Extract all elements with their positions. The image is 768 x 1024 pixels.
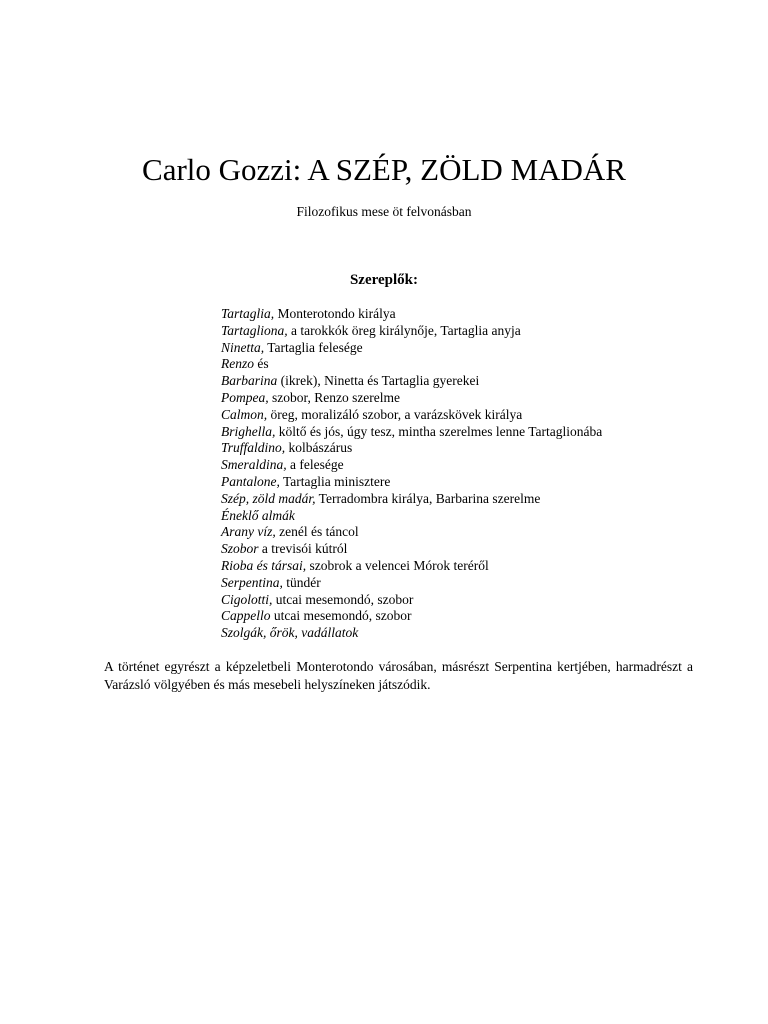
cast-description: szobor, Renzo szerelme xyxy=(268,389,401,405)
cast-role: Barbarina xyxy=(221,373,278,389)
cast-description: a tarokkók öreg királynője, Tartaglia anyja xyxy=(287,322,521,338)
cast-role: Éneklő almák xyxy=(221,507,295,523)
cast-item xyxy=(221,306,602,323)
cast-item xyxy=(221,625,602,642)
cast-item xyxy=(221,508,602,525)
cast-description: tündér xyxy=(282,574,321,590)
cast-role: Renzo xyxy=(221,356,254,372)
cast-item xyxy=(221,608,602,625)
cast-description: öreg, moralizáló szobor, a varázskövek királya xyxy=(267,406,523,422)
cast-item xyxy=(221,541,602,558)
cast-item xyxy=(221,373,602,390)
cast-item xyxy=(221,424,602,441)
cast-role: Pantalone, xyxy=(221,473,280,489)
cast-description: és xyxy=(254,356,269,372)
cast-description: Tartaglia minisztere xyxy=(279,473,391,489)
cast-item xyxy=(221,575,602,592)
cast-description: utcai mesemondó, szobor xyxy=(272,591,414,607)
subtitle: Filozofikus mese öt felvonásban xyxy=(296,204,472,219)
cast-item xyxy=(221,407,602,424)
cast-description: (ikrek), Ninetta és Tartaglia gyerekei xyxy=(277,373,480,389)
cast-description: szobrok a velencei Mórok teréről xyxy=(306,557,489,573)
cast-role: Szobor xyxy=(221,541,259,557)
cast-description: zenél és táncol xyxy=(275,524,359,540)
cast-item xyxy=(221,558,602,575)
cast-role: Rioba és társai, xyxy=(221,557,307,573)
cast-role: Ninetta, xyxy=(221,339,265,355)
cast-role: Calmon, xyxy=(221,406,268,422)
cast-role: Tartaglia, xyxy=(221,306,275,321)
cast-description: költő és jós, úgy tesz, mintha szerelmes lenne Tartaglionába xyxy=(275,423,603,439)
cast-role: Serpentina, xyxy=(221,574,283,590)
cast-description: Terradombra királya, Barbarina szerelme xyxy=(315,490,541,506)
cast-item xyxy=(221,356,602,373)
cast-description: utcai mesemondó, szobor xyxy=(270,608,412,624)
setting-paragraph: A történet egyrészt a képzeletbeli Monterotondo városában, másrészt Serpentina kertjében, harmadrészt a Varázsló völgyében és más mesebeli helyszíneken játszódik. xyxy=(104,659,693,692)
cast-item xyxy=(221,592,602,609)
cast-role: Cappello xyxy=(221,608,271,624)
cast-item xyxy=(221,491,602,508)
cast-item xyxy=(221,390,602,407)
cast-item xyxy=(221,457,602,474)
cast-item xyxy=(221,340,602,357)
cast-description: kolbászárus xyxy=(285,440,353,456)
cast-role: Brighella, xyxy=(221,423,276,439)
cast-description: a trevisói kútról xyxy=(258,541,348,557)
cast-role: Pompea, xyxy=(221,389,269,405)
cast-description: Monterotondo királya xyxy=(274,306,396,321)
cast-description: a felesége xyxy=(286,457,344,473)
cast-item xyxy=(221,323,602,340)
cast-item xyxy=(221,440,602,457)
cast-role: Szolgák, őrök, vadállatok xyxy=(221,625,359,641)
cast-role: Truffaldino, xyxy=(221,440,286,456)
cast-list xyxy=(221,306,602,642)
cast-heading: Szereplők: xyxy=(349,272,419,288)
page-title: Carlo Gozzi: A SZÉP, ZÖLD MADÁR xyxy=(142,152,626,187)
cast-role: Smeraldina, xyxy=(221,457,287,473)
cast-role: Szép, zöld madár, xyxy=(221,490,316,506)
cast-item xyxy=(221,524,602,541)
cast-role: Tartagliona, xyxy=(221,322,288,338)
cast-item xyxy=(221,474,602,491)
cast-role: Cigolotti, xyxy=(221,591,273,607)
cast-role: Arany víz, xyxy=(221,524,276,540)
cast-description: Tartaglia felesége xyxy=(264,339,363,355)
